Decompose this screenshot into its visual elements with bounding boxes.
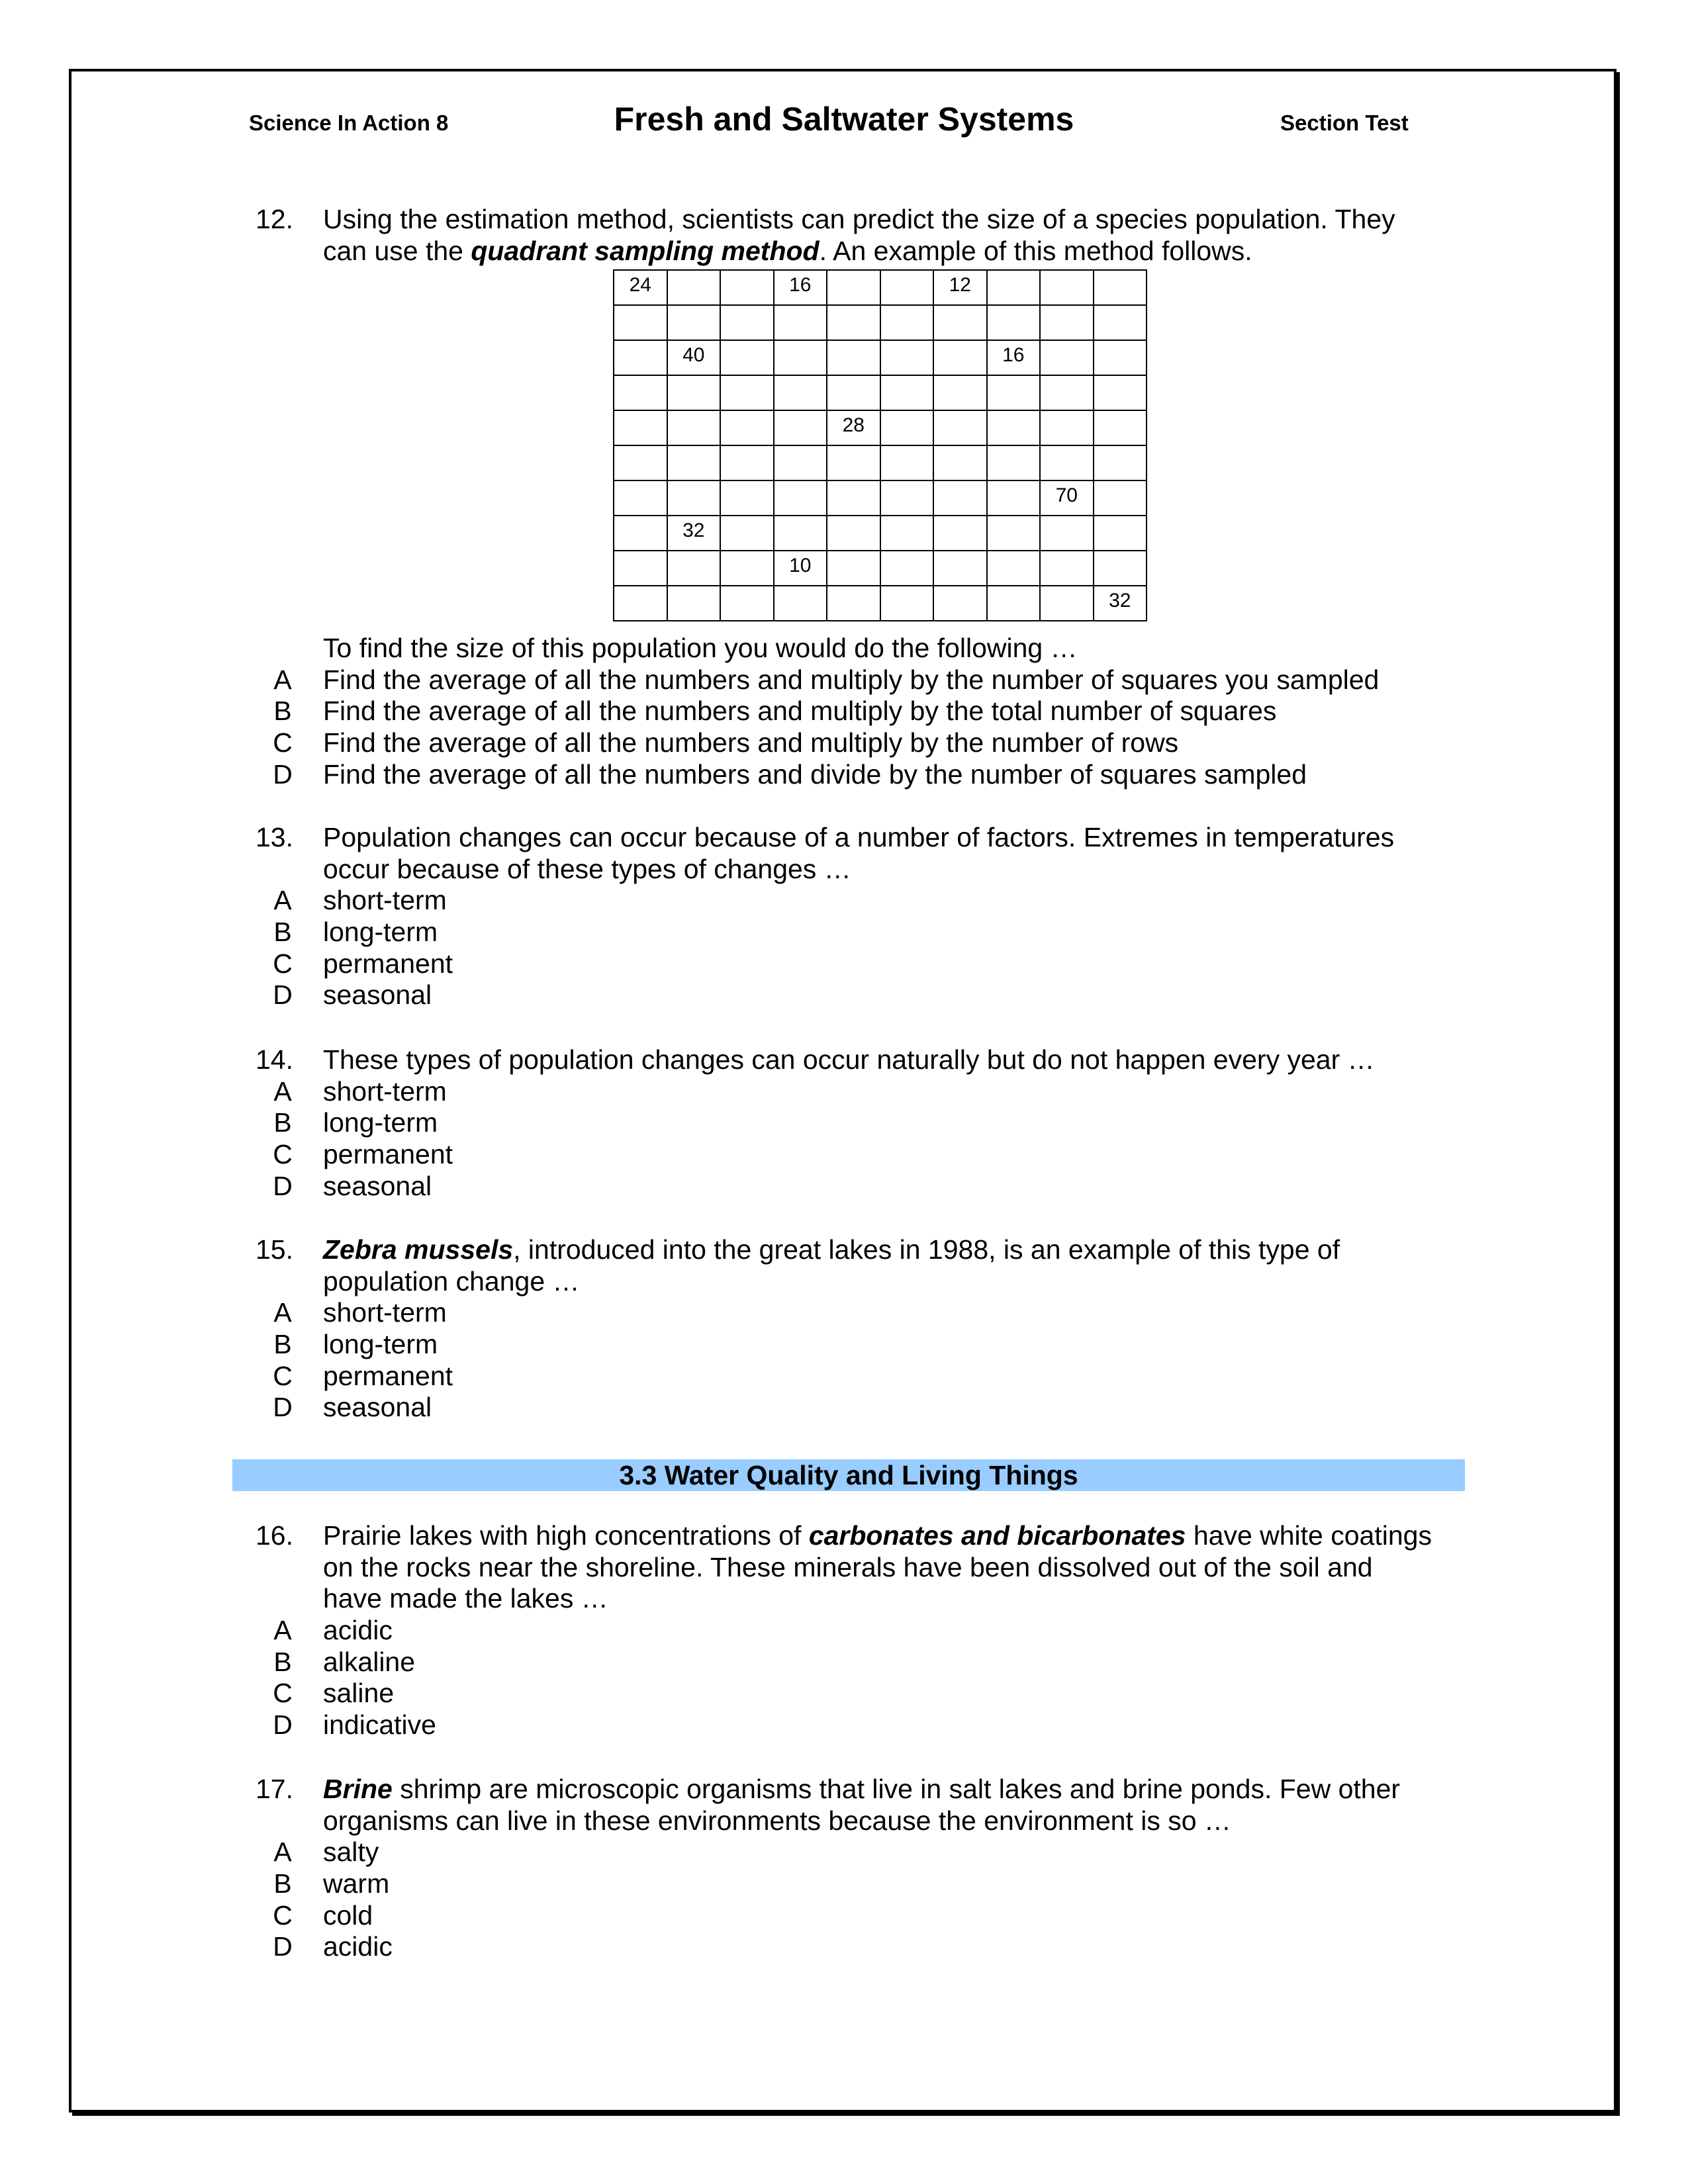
grid-cell-count: 16 (1002, 344, 1025, 366)
grid-cell (987, 516, 1041, 551)
grid-cell (614, 305, 667, 340)
grid-cell (667, 410, 721, 445)
grid-row (614, 270, 1147, 305)
grid-cell (987, 305, 1041, 340)
grid-cell (1040, 551, 1094, 586)
question-number: 17. (256, 1774, 293, 1804)
option-text: permanent (323, 948, 453, 979)
option-text: Find the average of all the numbers and multiply by the total number of squares (323, 696, 1277, 727)
page-title (0, 99, 1688, 139)
answer-option-a[interactable] (0, 1297, 1688, 1329)
option-letter: A (273, 1615, 292, 1646)
grid-cell (1040, 586, 1094, 621)
grid-cell (774, 410, 827, 445)
grid-cell (774, 375, 827, 410)
grid-row (614, 551, 1147, 586)
option-letter: C (273, 1899, 293, 1931)
question-text: can use the quadrant sampling method. An example of this method follows. (323, 235, 1252, 266)
question-text: These types of population changes can occur naturally but do not happen every year … (323, 1044, 1375, 1075)
grid-cell (667, 340, 721, 375)
answer-option-c[interactable] (0, 1361, 1688, 1392)
grid-cell (933, 586, 987, 621)
question-15 (0, 1234, 1688, 1424)
emphasis-term: carbonates and bicarbonates (808, 1520, 1186, 1551)
question-12 (0, 204, 1688, 267)
grid-cell-count: 28 (842, 414, 865, 436)
option-text: long-term (323, 917, 438, 948)
grid-cell (827, 551, 880, 586)
answer-option-b[interactable] (0, 696, 1688, 727)
grid-cell (880, 516, 934, 551)
question-text: Zebra mussels, introduced into the great lakes in 1988, is an example of this type of (323, 1234, 1340, 1265)
option-letter: B (273, 917, 292, 948)
grid-cell (1094, 516, 1147, 551)
grid-cell (614, 445, 667, 480)
question-text: Prairie lakes with high concentrations of carbonates and bicarbonates have white coatings (323, 1520, 1432, 1551)
grid-cell (827, 375, 880, 410)
option-text: short-term (323, 885, 447, 916)
grid-cell-count: 40 (682, 344, 705, 366)
answer-option-c[interactable] (0, 948, 1688, 980)
grid-cell (667, 270, 721, 305)
grid-cell (880, 270, 934, 305)
option-letter: C (273, 727, 293, 758)
grid-cell-count: 16 (789, 274, 812, 296)
question-text: have made the lakes … (323, 1583, 608, 1614)
question-text: population change … (323, 1265, 580, 1297)
grid-cell (1040, 270, 1094, 305)
question-text: organisms can live in these environments because the environment is so … (323, 1805, 1231, 1836)
grid-cell-count: 70 (1055, 484, 1078, 506)
grid-row (614, 586, 1147, 621)
answer-option-c[interactable] (0, 727, 1688, 759)
grid-cell (774, 305, 827, 340)
option-text: seasonal (323, 979, 432, 1011)
grid-cell (987, 586, 1041, 621)
answer-option-a[interactable] (0, 664, 1688, 696)
grid-cell (1094, 586, 1147, 621)
grid-cell (667, 445, 721, 480)
grid-cell (720, 305, 774, 340)
option-letter: D (273, 1392, 293, 1423)
grid-cell (1040, 305, 1094, 340)
option-letter: D (273, 1170, 293, 1201)
grid-cell (720, 270, 774, 305)
option-text: acidic (323, 1615, 393, 1646)
grid-cell (933, 445, 987, 480)
grid-cell (614, 516, 667, 551)
question-number: 16. (256, 1520, 293, 1551)
question-text: occur because of these types of changes … (323, 853, 851, 884)
grid-cell (1040, 480, 1094, 516)
grid-cell (667, 375, 721, 410)
grid-cell (933, 270, 987, 305)
option-text: short-term (323, 1075, 447, 1107)
grid-row (614, 340, 1147, 375)
grid-cell (1040, 410, 1094, 445)
grid-cell (933, 305, 987, 340)
grid-cell (987, 551, 1041, 586)
answer-option-d[interactable] (0, 1709, 1688, 1741)
option-text: long-term (323, 1329, 438, 1360)
grid-cell-count: 10 (789, 555, 812, 576)
option-letter: C (273, 1678, 293, 1709)
grid-cell (880, 410, 934, 445)
emphasis-term: Zebra mussels (323, 1234, 514, 1265)
grid-cell (774, 270, 827, 305)
grid-cell (720, 410, 774, 445)
option-letter: B (273, 1329, 292, 1360)
page-title-text: Fresh and Saltwater Systems (614, 101, 1074, 138)
answer-option-d[interactable] (0, 979, 1688, 1011)
grid-row (614, 410, 1147, 445)
grid-cell (987, 445, 1041, 480)
option-letter: D (273, 979, 293, 1011)
grid-cell-count: 32 (682, 520, 705, 541)
grid-row (614, 445, 1147, 480)
grid-cell-count: 32 (1109, 590, 1131, 612)
grid-cell (933, 375, 987, 410)
grid-cell (667, 480, 721, 516)
grid-cell (880, 551, 934, 586)
question-number: 12. (256, 204, 293, 234)
grid-cell (987, 410, 1041, 445)
grid-cell-count: 24 (629, 274, 651, 296)
grid-cell (827, 516, 880, 551)
grid-cell (774, 516, 827, 551)
question-text: on the rocks near the shoreline. These minerals have been dissolved out of the soil and (323, 1551, 1373, 1582)
grid-cell (827, 270, 880, 305)
grid-cell (614, 480, 667, 516)
option-letter: A (273, 1297, 292, 1328)
emphasis-term: quadrant sampling method (471, 235, 820, 266)
answer-option-b[interactable] (0, 1647, 1688, 1678)
grid-cell (774, 480, 827, 516)
option-text: salty (323, 1837, 379, 1868)
option-letter: C (273, 1360, 293, 1391)
grid-cell (1094, 375, 1147, 410)
grid-cell (667, 305, 721, 340)
question-number: 14. (256, 1044, 293, 1075)
grid-row (614, 375, 1147, 410)
grid-cell (614, 375, 667, 410)
option-letter: B (273, 1868, 292, 1899)
answer-option-d[interactable] (0, 1392, 1688, 1424)
answer-option-a[interactable] (0, 1837, 1688, 1868)
grid-cell (1094, 270, 1147, 305)
grid-cell (880, 586, 934, 621)
answer-option-d[interactable] (0, 1171, 1688, 1203)
option-text: seasonal (323, 1170, 432, 1201)
grid-cell (774, 586, 827, 621)
answer-option-b[interactable] (0, 1329, 1688, 1361)
option-letter: A (273, 1837, 292, 1868)
grid-cell (987, 480, 1041, 516)
grid-cell (1040, 516, 1094, 551)
grid-cell (720, 445, 774, 480)
question-16 (0, 1520, 1688, 1741)
option-text: Find the average of all the numbers and multiply by the number of squares you sampled (323, 664, 1380, 695)
section-header: 3.3 Water Quality and Living Things (232, 1459, 1465, 1491)
option-letter: D (273, 1931, 293, 1962)
grid-cell (614, 586, 667, 621)
grid-cell (774, 551, 827, 586)
grid-cell (827, 305, 880, 340)
header-test-type: Section Test (1280, 111, 1409, 135)
grid-cell-count: 12 (949, 274, 971, 296)
grid-cell (720, 551, 774, 586)
grid-row (614, 305, 1147, 340)
grid-cell (720, 480, 774, 516)
emphasis-term: Brine (323, 1774, 393, 1804)
question-text: Population changes can occur because of a number of factors. Extremes in temperatures (323, 822, 1395, 852)
answer-option-d[interactable] (0, 1931, 1688, 1963)
grid-cell (933, 410, 987, 445)
question-number: 13. (256, 822, 293, 852)
answer-option-a[interactable] (0, 1615, 1688, 1647)
option-letter: B (273, 1107, 292, 1138)
answer-option-b[interactable] (0, 1107, 1688, 1139)
option-letter: D (273, 758, 293, 790)
option-text: acidic (323, 1931, 393, 1962)
grid-cell (1040, 445, 1094, 480)
grid-cell (987, 270, 1041, 305)
option-text: permanent (323, 1360, 453, 1391)
option-text: warm (323, 1868, 390, 1899)
grid-cell (614, 340, 667, 375)
option-letter: A (273, 1075, 292, 1107)
grid-cell (827, 410, 880, 445)
grid-cell (667, 586, 721, 621)
grid-cell (880, 340, 934, 375)
option-letter: A (273, 664, 292, 695)
grid-cell (987, 340, 1041, 375)
grid-cell (1040, 340, 1094, 375)
grid-cell (1094, 551, 1147, 586)
option-text: seasonal (323, 1392, 432, 1423)
option-letter: C (273, 948, 293, 979)
grid-cell (987, 375, 1041, 410)
option-letter: B (273, 696, 292, 727)
answer-option-d[interactable] (0, 759, 1688, 791)
grid-cell (774, 445, 827, 480)
grid-cell (720, 586, 774, 621)
answer-option-a[interactable] (0, 885, 1688, 917)
grid-cell (614, 410, 667, 445)
grid-cell (1094, 480, 1147, 516)
grid-cell (933, 480, 987, 516)
option-text: short-term (323, 1297, 447, 1328)
grid-cell (880, 305, 934, 340)
option-text: saline (323, 1678, 395, 1709)
option-letter: C (273, 1139, 293, 1170)
grid-cell (880, 375, 934, 410)
grid-row (614, 516, 1147, 551)
grid-cell (933, 516, 987, 551)
grid-cell (1094, 445, 1147, 480)
grid-cell (933, 551, 987, 586)
answer-option-c[interactable] (0, 1139, 1688, 1171)
question-13 (0, 822, 1688, 1011)
question-text: Brine shrimp are microscopic organisms that live in salt lakes and brine ponds. Few other (323, 1774, 1401, 1804)
grid-cell (827, 340, 880, 375)
option-text: long-term (323, 1107, 438, 1138)
question-14 (0, 1044, 1688, 1202)
grid-cell (880, 480, 934, 516)
grid-cell (667, 516, 721, 551)
question-17 (0, 1774, 1688, 1963)
option-text: Find the average of all the numbers and multiply by the number of rows (323, 727, 1179, 758)
answer-option-c[interactable] (0, 1900, 1688, 1932)
option-text: alkaline (323, 1646, 416, 1677)
grid-cell (614, 270, 667, 305)
question-12-options (0, 633, 1688, 790)
grid-cell (774, 340, 827, 375)
question-number: 15. (256, 1234, 293, 1265)
grid-cell (720, 340, 774, 375)
grid-cell (1094, 410, 1147, 445)
grid-cell (667, 551, 721, 586)
option-letter: A (273, 885, 292, 916)
question-text: Using the estimation method, scientists can predict the size of a species population. They (323, 204, 1395, 234)
option-letter: B (273, 1646, 292, 1677)
grid-cell (933, 340, 987, 375)
answer-option-a[interactable] (0, 1076, 1688, 1108)
answer-option-b[interactable] (0, 917, 1688, 948)
grid-row (614, 480, 1147, 516)
grid-cell (827, 586, 880, 621)
option-text: Find the average of all the numbers and divide by the number of squares sampled (323, 758, 1307, 790)
option-text: permanent (323, 1139, 453, 1170)
grid-cell (1094, 305, 1147, 340)
answer-option-c[interactable] (0, 1678, 1688, 1709)
grid-cell (720, 516, 774, 551)
grid-cell (720, 375, 774, 410)
option-text: cold (323, 1899, 373, 1931)
header-course: Science In Action 8 (249, 111, 449, 135)
question-follow-up: To find the size of this population you would do the following … (323, 633, 1078, 663)
grid-cell (1094, 340, 1147, 375)
grid-cell (614, 551, 667, 586)
option-letter: D (273, 1709, 293, 1741)
quadrant-sampling-grid (613, 269, 1147, 621)
option-text: indicative (323, 1709, 436, 1741)
grid-cell (827, 445, 880, 480)
grid-cell (827, 480, 880, 516)
answer-option-b[interactable] (0, 1868, 1688, 1900)
grid-cell (880, 445, 934, 480)
grid-cell (1040, 375, 1094, 410)
